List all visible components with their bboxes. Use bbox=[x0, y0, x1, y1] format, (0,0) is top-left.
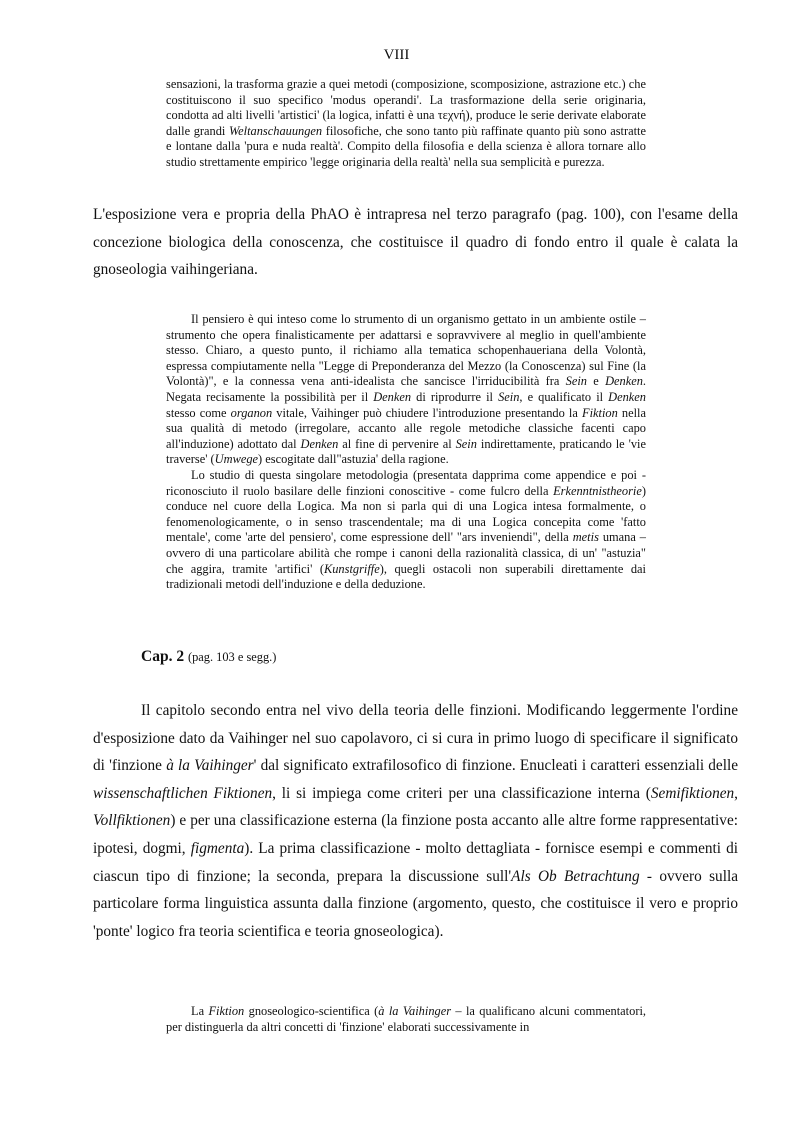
italic-term: wissenschaftlichen Fiktionen bbox=[93, 784, 273, 802]
text-run: - ovvero sulla particolare forma linguistica assunta dalla finzione (argomento, questo, che costituisce il vero e proprio 'ponte' logico fra teoria scientifica e teoria gnoseologica). bbox=[93, 867, 738, 940]
text-run: Lo studio di questa singolare metodologia (presentata dapprima come appendice e poi - riconosciuto il ruolo basilare delle finzioni conoscitive - come fulcro della bbox=[166, 467, 646, 498]
quote-paragraph bbox=[166, 468, 646, 593]
text-run: umana – ovvero di una particolare abilità che rompe i canoni della razionalità classica, di un' "astuzia" che aggira, tramite 'artifici' ( bbox=[166, 530, 646, 576]
italic-term: metis bbox=[572, 530, 599, 545]
block-quote-1 bbox=[166, 77, 646, 171]
text-run: – la qualificano alcuni commentatori, per distinguerla da altri concetti di 'finzione' elaborati successivamente in bbox=[166, 1004, 646, 1034]
body-paragraph bbox=[93, 201, 738, 284]
text-run: ) e per una classificazione esterna (la finzione posta accanto alle altre forme rappresentative: ipotesi, dogmi, bbox=[93, 812, 738, 857]
body-paragraph-2 bbox=[93, 697, 738, 945]
text-run: , e qualificato il bbox=[519, 389, 609, 404]
italic-term: organon bbox=[230, 405, 273, 420]
text-run: vitale, Vaihinger può chiudere l'introduzione presentando la bbox=[272, 405, 582, 420]
text-run: Il pensiero è qui inteso come lo strumento di un organismo gettato in un ambiente ostile – strumento che opera finalisticamente per adattarsi e sopravvivere al meglio in quell'ambiente stesso. Chiaro, a questo punto, il richiamo alla tematica schopenhaueriana della Volontà, espressa compiutamente nella "Legge di Preponderanza del Mezzo (la Conoscenza) sul Fine (la Volontà)", e la connessa vena anti-idealista che sancisce l'irriducibilità fra bbox=[166, 312, 646, 389]
text-run: di riprodurre il bbox=[411, 389, 499, 404]
quote-paragraph bbox=[166, 77, 646, 171]
text-run: al fine di pervenire al bbox=[338, 436, 456, 451]
text-run: ), quegli ostacoli non superabili direttamente dai tradizionali metodi dell'induzione e della deduzione. bbox=[166, 561, 646, 592]
italic-term: Denken bbox=[605, 374, 643, 389]
text-run: gnoseologico-scientifica ( bbox=[244, 1004, 379, 1018]
italic-term: Als Ob Betrachtung bbox=[511, 867, 640, 885]
text-run: , li si impiega come criteri per una classificazione interna ( bbox=[272, 784, 651, 802]
chapter-title: Cap. 2 bbox=[141, 648, 185, 665]
quote-paragraph bbox=[166, 1004, 646, 1035]
italic-term: Sein bbox=[498, 389, 520, 404]
text-run: nella sua qualità di metodo (irregolare, accanto alle regole metodiche classiche facenti capo all'induzione) adottato dal bbox=[166, 405, 646, 451]
page-number: VIII bbox=[383, 47, 410, 63]
italic-term: Semifiktionen bbox=[650, 784, 735, 802]
italic-term: Erkenntnistheorie bbox=[553, 483, 642, 498]
italic-term: à la Vaihinger bbox=[166, 757, 254, 775]
italic-term: Vollfiktionen bbox=[93, 812, 171, 830]
text-run: stesso come bbox=[166, 405, 231, 420]
text-run: La bbox=[191, 1004, 209, 1018]
text-run: ). La prima classificazione - molto dettagliata - fornisce esempi e commenti di ciascun tipo di finzione; la seconda, prepara la discussione sull' bbox=[93, 839, 739, 885]
text-run: sensazioni, la trasforma grazie a quei metodi (composizione, scomposizione, astrazione etc.) che costituiscono il suo specifico 'modus operandi'. La trasformazione della serie originaria, condotta ad alti livelli 'artistici' (la logica, infatti è una τεχνή), produce le serie derivate elaborate dalle grandi bbox=[166, 77, 646, 138]
italic-term: Umwege bbox=[214, 452, 259, 467]
text-run: Il capitolo secondo entra nel vivo della teoria delle finzioni. Modificando leggermente l'ordine d'esposizione dato da Vaihinger nel suo capolavoro, ci si cura in primo luogo di specificare il significato di 'finzione bbox=[93, 702, 738, 775]
italic-term: Weltanschauungen bbox=[228, 123, 323, 138]
text-run: . Negata recisamente la possibilità per il bbox=[166, 374, 647, 404]
italic-term: à la Vaihinger bbox=[378, 1004, 452, 1018]
text-run: e bbox=[587, 374, 606, 389]
quote-paragraph bbox=[166, 312, 646, 468]
text-run: , bbox=[734, 784, 738, 802]
italic-term: Fiktion bbox=[582, 405, 618, 420]
text-run: ) escogitate dall"astuzia' della ragione. bbox=[258, 452, 449, 467]
italic-term: Fiktion bbox=[208, 1004, 245, 1018]
body-paragraph bbox=[93, 697, 738, 945]
italic-term: Denken bbox=[300, 436, 339, 451]
text-run: ' dal significato extrafilosofico di finzione. Enucleati i caratteri essenziali delle bbox=[253, 757, 738, 775]
text-run: ) conduce nel cuore della Logica. Ma non si parla qui di una Logica intesa formalmente, o fenomenologicamente, o in senso trascendentale; ma di una Logica concepita come 'fatto mentale', come 'arte del pensiero', come espressione dell' "ars inveniendi", della bbox=[166, 483, 646, 545]
chapter-pages: (pag. 103 e segg.) bbox=[187, 650, 277, 664]
italic-term: Kunstgriffe bbox=[323, 561, 380, 576]
body-paragraph-1 bbox=[93, 201, 738, 284]
italic-term: Sein bbox=[565, 374, 588, 389]
text-run: indirettamente, praticando le 'vie traverse' ( bbox=[166, 436, 646, 467]
italic-term: Sein bbox=[455, 436, 477, 451]
italic-term: Denken bbox=[608, 389, 646, 404]
italic-term: Denken bbox=[373, 389, 412, 404]
chapter-heading bbox=[141, 648, 276, 666]
text-run: filosofiche, che sono tanto più raffinate quanto più sono astratte e lontane dalla 'pura e nuda realtà'. Compito della filosofia e della scienza è allora tornare allo studio strettamente empirico 'legge originaria della realtà' nella sua semplicità e purezza. bbox=[166, 123, 646, 169]
italic-term: figmenta bbox=[190, 839, 245, 857]
block-quote-3 bbox=[166, 1004, 646, 1035]
block-quote-2 bbox=[166, 312, 646, 593]
text-run: L'esposizione vera e propria della PhAO è intrapresa nel terzo paragrafo (pag. 100), con l'esame della concezione biologica della conoscenza, che costituisce il quadro di fondo entro il quale è calata la gnoseologia vaihingeriana. bbox=[93, 206, 738, 279]
